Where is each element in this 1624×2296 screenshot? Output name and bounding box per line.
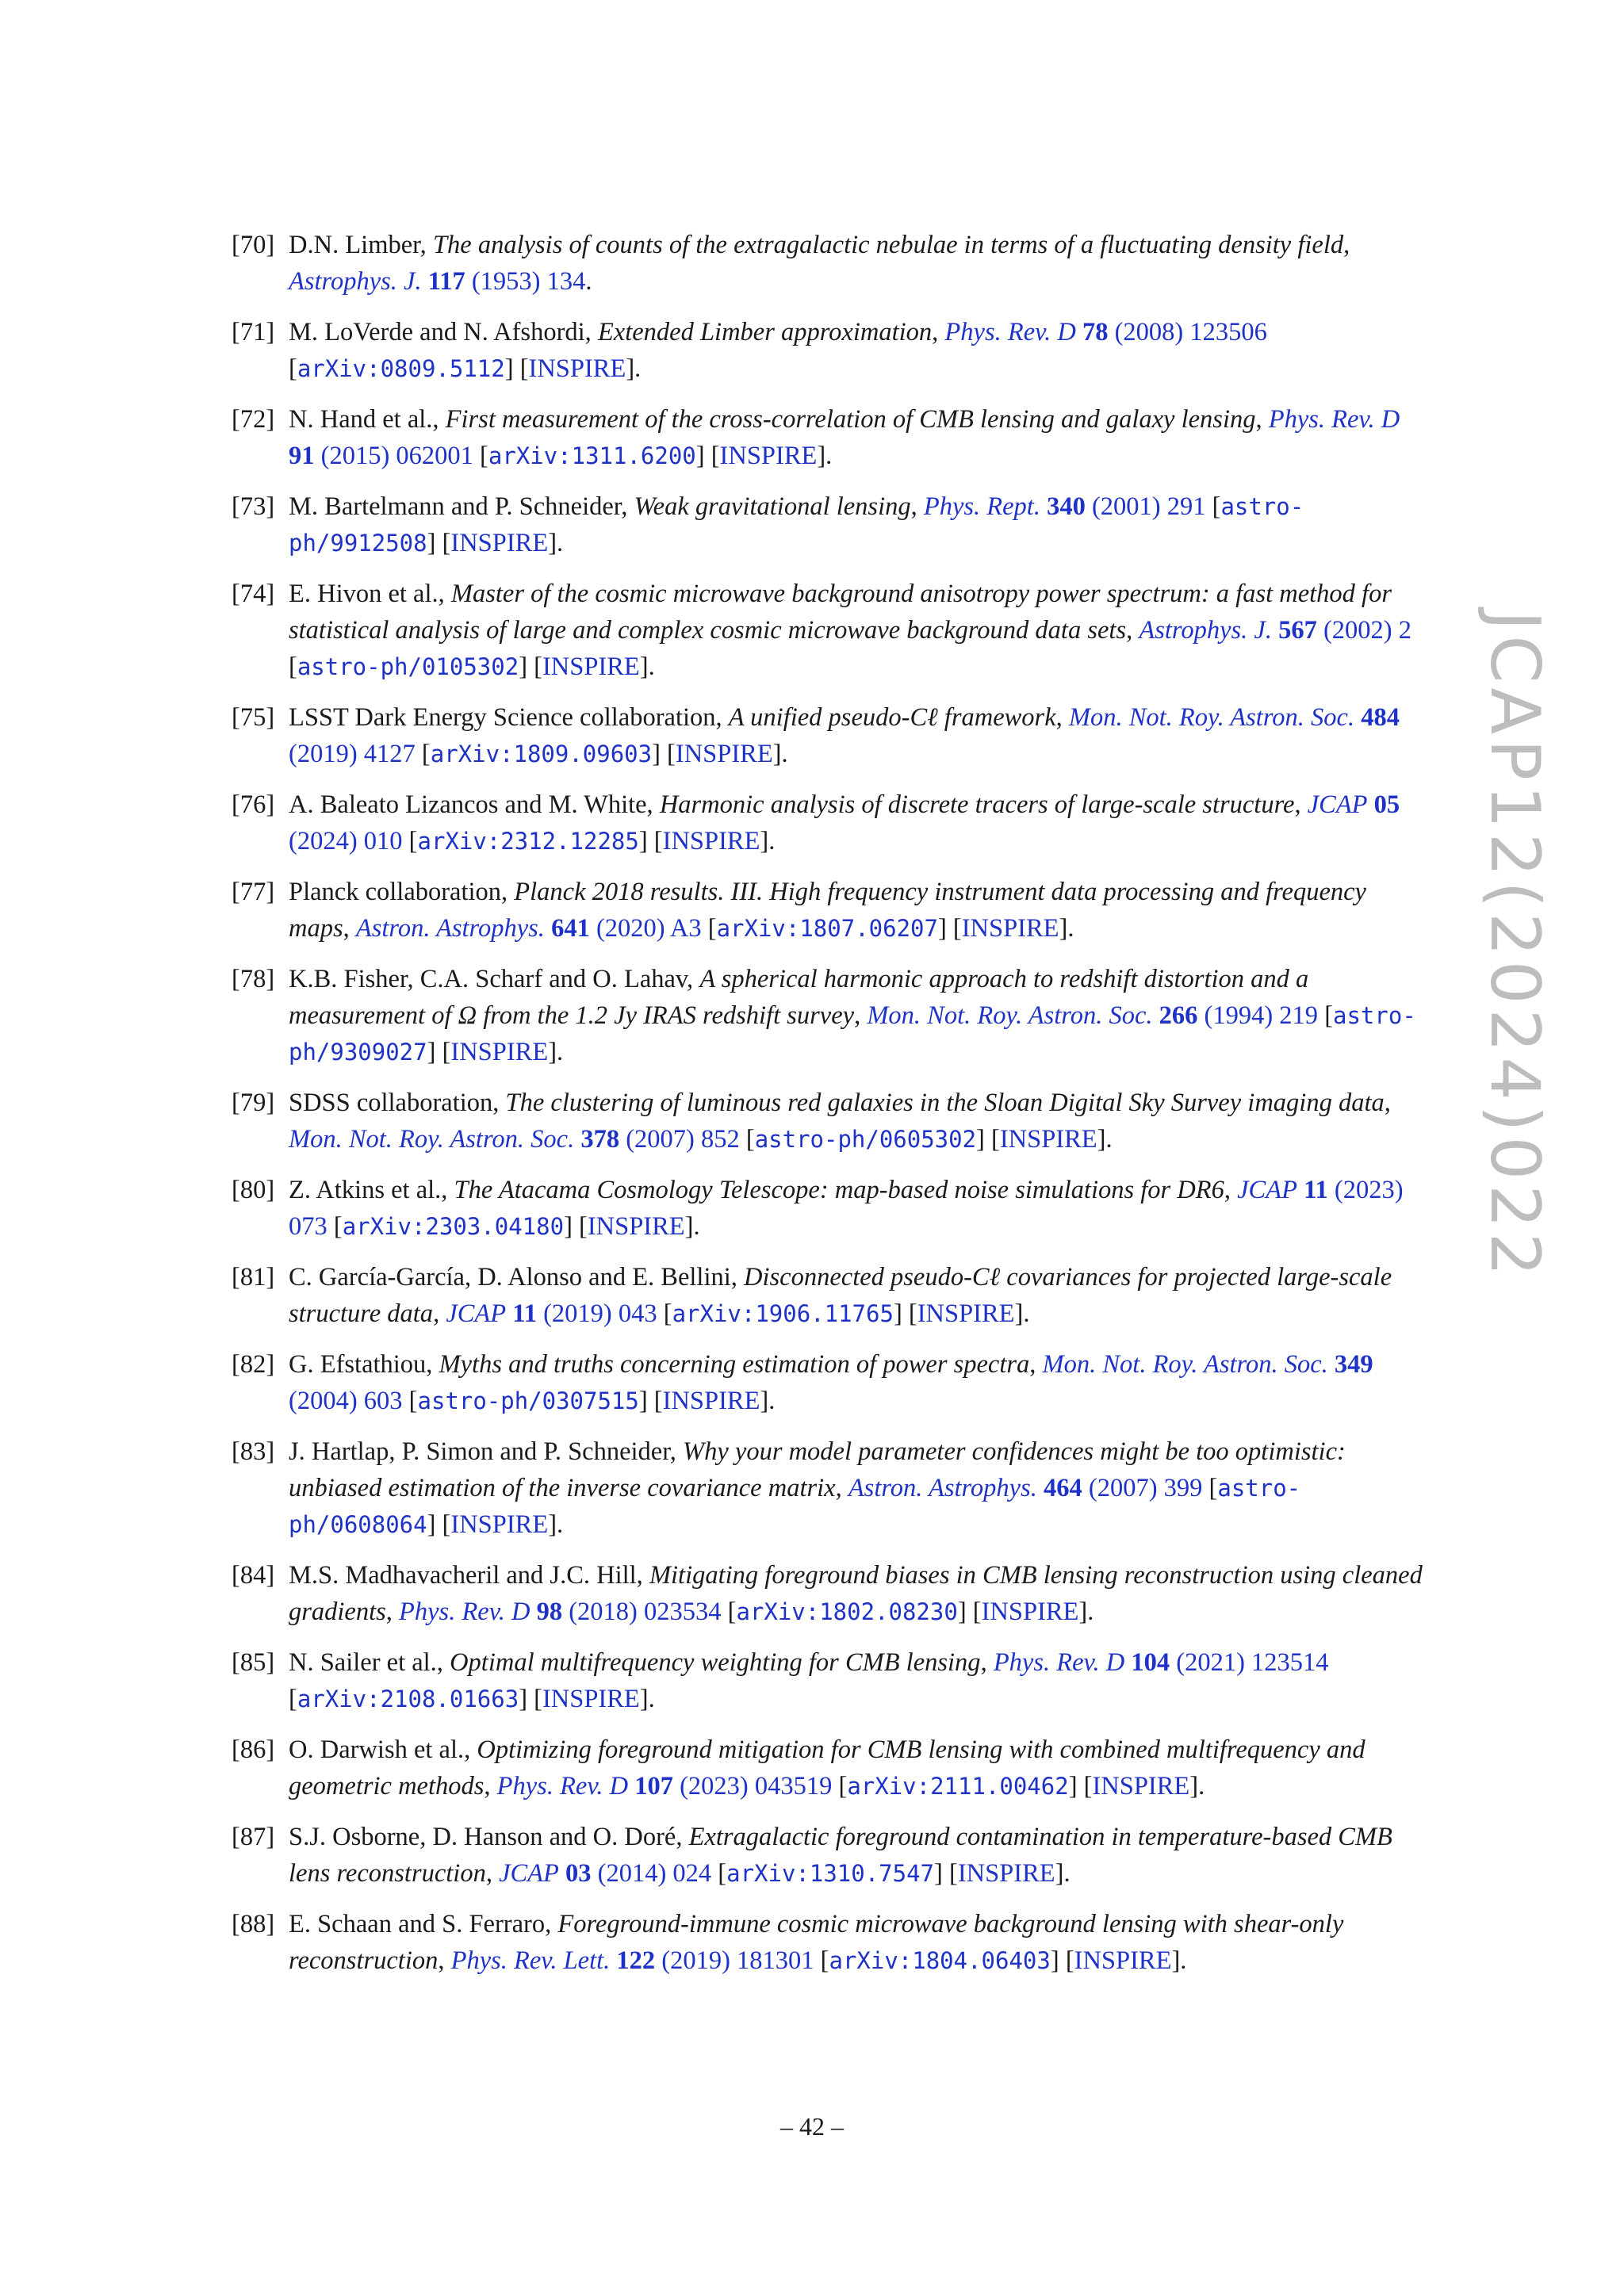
journal-details[interactable]: (2021) 123514 xyxy=(1176,1648,1329,1677)
reference-authors: N. Hand et al., xyxy=(289,405,446,434)
arxiv-link[interactable]: arXiv:1311.6200 xyxy=(488,442,696,469)
journal-name[interactable]: Astrophys. J. xyxy=(289,267,422,296)
reference-separator: , xyxy=(438,1946,451,1975)
reference-entry xyxy=(232,1259,1423,1332)
inspire-wrapper: [INSPIRE] xyxy=(966,1598,1088,1626)
reference-number: [73] xyxy=(232,492,275,521)
inspire-link[interactable]: INSPIRE xyxy=(961,914,1059,943)
reference-authors: D.N. Limber, xyxy=(289,231,433,259)
reference-entry xyxy=(232,401,1423,474)
arxiv-link[interactable]: arXiv:1802.08230 xyxy=(736,1598,958,1625)
reference-separator: , xyxy=(932,318,945,346)
inspire-link[interactable]: INSPIRE xyxy=(957,1859,1055,1888)
arxiv-link[interactable]: astro-ph/9912508 xyxy=(289,493,1304,557)
journal-details[interactable]: (2020) A3 xyxy=(596,914,702,943)
reference-end: . xyxy=(781,740,788,768)
arxiv-wrapper: [astro-ph/0608064] xyxy=(289,1474,1301,1539)
arxiv-link[interactable]: astro-ph/0105302 xyxy=(297,653,519,680)
journal-name[interactable]: Phys. Rev. D xyxy=(1268,405,1400,434)
reference-separator: , xyxy=(485,1859,500,1888)
journal-details[interactable]: (2008) 123506 xyxy=(1114,318,1267,346)
journal-name[interactable]: Phys. Rev. D xyxy=(944,318,1076,346)
reference-entry xyxy=(232,1906,1423,1979)
reference-entry xyxy=(232,1085,1423,1158)
arxiv-wrapper: [arXiv:1809.09603] xyxy=(415,740,661,768)
reference-entry xyxy=(232,576,1423,685)
journal-details[interactable]: (2018) 023534 xyxy=(569,1598,722,1626)
reference-separator: , xyxy=(1294,790,1308,819)
inspire-link[interactable]: INSPIRE xyxy=(917,1299,1015,1328)
journal-volume[interactable]: 104 xyxy=(1131,1648,1170,1677)
reference-authors: SDSS collaboration, xyxy=(289,1089,506,1117)
reference-title: Optimizing foreground mitigation for CMB lensing with combined multifrequency and geometric methods xyxy=(289,1735,1365,1800)
inspire-wrapper: [INSPIRE] xyxy=(527,1685,649,1713)
reference-entry xyxy=(232,786,1423,859)
reference-title: First measurement of the cross-correlation of CMB lensing and galaxy lensing xyxy=(445,405,1256,434)
journal-link[interactable] xyxy=(924,492,1206,521)
reference-title: Disconnected pseudo-Cℓ covariances for projected large-scale structure data xyxy=(289,1263,1392,1328)
reference-entry xyxy=(232,1346,1423,1419)
reference-end: . xyxy=(648,1685,655,1713)
reference-end: . xyxy=(557,1510,564,1539)
reference-authors: Planck collaboration, xyxy=(289,878,515,906)
arxiv-link[interactable]: arXiv:2312.12285 xyxy=(417,828,639,855)
arxiv-link[interactable]: arXiv:1804.06403 xyxy=(829,1947,1051,1974)
arxiv-wrapper: [arXiv:1311.6200] xyxy=(473,442,705,470)
reference-separator: , xyxy=(385,1598,400,1626)
inspire-link[interactable]: INSPIRE xyxy=(662,1387,760,1415)
reference-title: The Atacama Cosmology Telescope: map-based noise simulations for DR6 xyxy=(454,1176,1224,1204)
journal-name[interactable]: Astrophys. J. xyxy=(1139,616,1272,645)
journal-details[interactable]: (2019) 4127 xyxy=(289,740,416,768)
inspire-link[interactable]: INSPIRE xyxy=(1092,1772,1190,1800)
arxiv-wrapper: [arXiv:2312.12285] xyxy=(402,827,648,855)
inspire-link[interactable]: INSPIRE xyxy=(675,740,773,768)
inspire-link[interactable]: INSPIRE xyxy=(450,1510,549,1539)
journal-name[interactable]: Astron. Astrophys. xyxy=(355,914,545,943)
journal-details[interactable]: (2007) 852 xyxy=(626,1125,740,1154)
reference-number: [70] xyxy=(232,231,275,259)
journal-volume[interactable]: 266 xyxy=(1159,1001,1198,1030)
journal-details[interactable]: (2024) 010 xyxy=(289,827,403,855)
journal-volume[interactable]: 05 xyxy=(1373,790,1400,819)
journal-name[interactable]: JCAP xyxy=(1307,790,1368,819)
reference-separator: , xyxy=(854,1001,868,1030)
reference-end: . xyxy=(1063,1859,1071,1888)
inspire-link[interactable]: INSPIRE xyxy=(528,354,626,383)
reference-title: A unified pseudo-Cℓ framework xyxy=(728,703,1056,732)
inspire-link[interactable]: INSPIRE xyxy=(542,652,640,681)
arxiv-wrapper: [astro-ph/0307515] xyxy=(402,1387,648,1415)
reference-separator: , xyxy=(1055,703,1069,732)
arxiv-wrapper: [arXiv:2303.04180] xyxy=(327,1212,573,1241)
reference-end: . xyxy=(825,442,833,470)
reference-end: . xyxy=(585,267,592,296)
reference-number: [81] xyxy=(232,1263,275,1292)
reference-entry xyxy=(232,1433,1423,1543)
arxiv-wrapper: [astro-ph/0105302] xyxy=(289,652,528,681)
journal-link[interactable] xyxy=(289,1125,740,1154)
arxiv-wrapper: [arXiv:2108.01663] xyxy=(289,1685,528,1713)
reference-title: Myths and truths concerning estimation of power spectra xyxy=(439,1350,1030,1379)
journal-side-identifier: JCAP12(2024)022 xyxy=(1475,610,1554,1281)
reference-entry xyxy=(232,488,1423,561)
journal-link[interactable] xyxy=(356,914,702,943)
reference-number: [86] xyxy=(232,1735,275,1764)
reference-end: . xyxy=(634,354,642,383)
inspire-wrapper: [INSPIRE] xyxy=(572,1212,694,1241)
inspire-wrapper: [INSPIRE] xyxy=(1059,1946,1181,1975)
journal-details[interactable]: (2015) 062001 xyxy=(320,442,473,470)
reference-separator: , xyxy=(1126,616,1139,645)
journal-name[interactable]: Mon. Not. Roy. Astron. Soc. xyxy=(289,1125,575,1154)
reference-authors: E. Schaan and S. Ferraro, xyxy=(289,1910,558,1938)
reference-number: [75] xyxy=(232,703,275,732)
journal-link[interactable] xyxy=(994,1648,1329,1677)
reference-end: . xyxy=(1067,914,1074,943)
journal-name[interactable]: Phys. Rept. xyxy=(923,492,1040,521)
journal-details[interactable]: (2002) 2 xyxy=(1323,616,1411,645)
reference-title: Optimal multifrequency weighting for CMB lensing xyxy=(450,1648,981,1677)
journal-volume[interactable]: 378 xyxy=(580,1125,620,1154)
inspire-wrapper: [INSPIRE] xyxy=(704,442,826,470)
journal-link[interactable] xyxy=(451,1946,814,1975)
reference-number: [88] xyxy=(232,1910,275,1938)
journal-volume[interactable]: 340 xyxy=(1047,492,1086,521)
journal-volume[interactable]: 484 xyxy=(1361,703,1400,732)
reference-end: . xyxy=(1023,1299,1030,1328)
inspire-link[interactable]: INSPIRE xyxy=(662,827,760,855)
inspire-wrapper: [INSPIRE] xyxy=(435,529,557,557)
reference-authors: M. Bartelmann and P. Schneider, xyxy=(289,492,634,521)
reference-entry xyxy=(232,699,1423,772)
reference-end: . xyxy=(1105,1125,1113,1154)
journal-volume[interactable]: 349 xyxy=(1334,1350,1373,1379)
inspire-wrapper: [INSPIRE] xyxy=(942,1859,1064,1888)
reference-end: . xyxy=(648,652,655,681)
journal-name[interactable]: Phys. Rev. D xyxy=(399,1598,530,1626)
reference-separator: , xyxy=(980,1648,994,1677)
reference-title: A spherical harmonic approach to redshift distortion and a measurement of Ω from the 1.2 Jy IRAS redshift survey xyxy=(289,965,1309,1030)
journal-details[interactable]: (1994) 219 xyxy=(1204,1001,1319,1030)
journal-details[interactable]: (2019) 043 xyxy=(543,1299,657,1328)
reference-number: [78] xyxy=(232,965,275,993)
journal-name[interactable]: Phys. Rev. D xyxy=(496,1772,629,1800)
inspire-wrapper: [INSPIRE] xyxy=(902,1299,1024,1328)
journal-link[interactable] xyxy=(399,1598,721,1626)
inspire-wrapper: [INSPIRE] xyxy=(660,740,782,768)
reference-separator: , xyxy=(910,492,924,521)
journal-name[interactable]: Astron. Astrophys. xyxy=(848,1474,1037,1502)
reference-authors: N. Sailer et al., xyxy=(289,1648,450,1677)
journal-volume[interactable]: 03 xyxy=(565,1859,592,1888)
inspire-wrapper: [INSPIRE] xyxy=(946,914,1068,943)
reference-end: . xyxy=(768,827,776,855)
journal-link[interactable] xyxy=(497,1772,833,1800)
journal-link[interactable] xyxy=(446,1299,657,1328)
reference-list xyxy=(232,227,1423,1993)
inspire-link[interactable]: INSPIRE xyxy=(450,1038,549,1066)
arxiv-link[interactable]: arXiv:1807.06207 xyxy=(716,915,938,942)
reference-authors: S.J. Osborne, D. Hanson and O. Doré, xyxy=(289,1823,689,1851)
journal-details[interactable]: (1953) 134 xyxy=(471,267,586,296)
reference-end: . xyxy=(768,1387,776,1415)
inspire-link[interactable]: INSPIRE xyxy=(999,1125,1097,1154)
inspire-wrapper: [INSPIRE] xyxy=(984,1125,1106,1154)
arxiv-wrapper: [astro-ph/9912508] xyxy=(289,492,1304,557)
arxiv-link[interactable]: astro-ph/0307515 xyxy=(417,1387,639,1414)
journal-name[interactable]: Phys. Rev. D xyxy=(993,1648,1125,1677)
arxiv-wrapper: [arXiv:0809.5112] xyxy=(289,354,514,383)
arxiv-link[interactable]: astro-ph/9309027 xyxy=(289,1002,1416,1066)
journal-volume[interactable]: 107 xyxy=(634,1772,673,1800)
journal-name[interactable]: Phys. Rev. Lett. xyxy=(450,1946,611,1975)
arxiv-link[interactable]: arXiv:2303.04180 xyxy=(342,1213,565,1240)
reference-authors: M. LoVerde and N. Afshordi, xyxy=(289,318,598,346)
reference-separator: , xyxy=(433,1299,446,1328)
arxiv-wrapper: [arXiv:1804.06403] xyxy=(814,1946,1059,1975)
reference-title: Why your model parameter confidences might be too optimistic: unbiased estimation of the inverse covariance matrix xyxy=(289,1437,1346,1502)
inspire-link[interactable]: INSPIRE xyxy=(450,529,549,557)
reference-number: [76] xyxy=(232,790,275,819)
reference-number: [85] xyxy=(232,1648,275,1677)
journal-volume[interactable]: 91 xyxy=(289,442,315,470)
journal-volume[interactable]: 98 xyxy=(536,1598,563,1626)
reference-authors: Z. Atkins et al., xyxy=(289,1176,454,1204)
reference-end: . xyxy=(557,529,564,557)
arxiv-wrapper: [astro-ph/0605302] xyxy=(739,1125,985,1154)
page-number: – 42 – xyxy=(780,2112,844,2141)
reference-number: [77] xyxy=(232,878,275,906)
journal-details[interactable]: (2019) 181301 xyxy=(661,1946,814,1975)
journal-link[interactable] xyxy=(867,1001,1318,1030)
arxiv-link[interactable]: astro-ph/0608064 xyxy=(289,1475,1301,1538)
inspire-wrapper: [INSPIRE] xyxy=(527,652,649,681)
arxiv-link[interactable]: arXiv:2108.01663 xyxy=(297,1686,519,1712)
reference-title: Extragalactic foreground contamination in temperature-based CMB lens reconstruction xyxy=(289,1823,1392,1888)
reference-entry xyxy=(232,227,1423,300)
arxiv-link[interactable]: astro-ph/0605302 xyxy=(754,1126,977,1153)
arxiv-wrapper: [arXiv:2111.00462] xyxy=(832,1772,1078,1800)
journal-volume[interactable]: 567 xyxy=(1278,616,1317,645)
reference-title: Foreground-immune cosmic microwave background lensing with shear-only reconstruction xyxy=(289,1910,1344,1975)
inspire-wrapper: [INSPIRE] xyxy=(513,354,635,383)
reference-number: [87] xyxy=(232,1823,275,1851)
reference-authors: K.B. Fisher, C.A. Scharf and O. Lahav, xyxy=(289,965,700,993)
reference-separator: , xyxy=(343,914,356,943)
reference-title: The clustering of luminous red galaxies in the Sloan Digital Sky Survey imaging data xyxy=(505,1089,1385,1117)
reference-authors: E. Hivon et al., xyxy=(289,580,451,608)
reference-authors: G. Efstathiou, xyxy=(289,1350,439,1379)
journal-name[interactable]: Mon. Not. Roy. Astron. Soc. xyxy=(1042,1350,1328,1379)
journal-name[interactable]: JCAP xyxy=(499,1859,559,1888)
journal-name[interactable]: Mon. Not. Roy. Astron. Soc. xyxy=(867,1001,1153,1030)
reference-end: . xyxy=(1087,1598,1094,1626)
journal-link[interactable] xyxy=(848,1474,1203,1502)
reference-entry xyxy=(232,1172,1423,1245)
reference-entry xyxy=(232,961,1423,1070)
journal-name[interactable]: JCAP xyxy=(446,1299,507,1328)
reference-entry xyxy=(232,314,1423,387)
reference-separator: , xyxy=(1343,231,1350,259)
arxiv-wrapper: [arXiv:1906.11765] xyxy=(657,1299,902,1328)
arxiv-wrapper: [astro-ph/9309027] xyxy=(289,1001,1416,1066)
reference-end: . xyxy=(1198,1772,1205,1800)
reference-title: Weak gravitational lensing xyxy=(634,492,911,521)
reference-title: Master of the cosmic microwave background anisotropy power spectrum: a fast method for statistical analysis of large and complex cosmic microwave background data sets xyxy=(289,580,1392,645)
reference-separator: , xyxy=(484,1772,497,1800)
reference-separator: , xyxy=(1029,1350,1043,1379)
arxiv-link[interactable]: arXiv:2111.00462 xyxy=(847,1773,1069,1800)
inspire-wrapper: [INSPIRE] xyxy=(435,1510,557,1539)
reference-authors: C. García-García, D. Alonso and E. Bellini, xyxy=(289,1263,745,1292)
arxiv-wrapper: [arXiv:1310.7547] xyxy=(711,1859,943,1888)
journal-details[interactable]: (2004) 603 xyxy=(289,1387,403,1415)
reference-number: [83] xyxy=(232,1437,275,1466)
reference-number: [80] xyxy=(232,1176,275,1204)
reference-entry xyxy=(232,1557,1423,1630)
reference-authors: LSST Dark Energy Science collaboration, xyxy=(289,703,729,732)
reference-entry xyxy=(232,1819,1423,1892)
reference-number: [82] xyxy=(232,1350,275,1379)
arxiv-link[interactable]: arXiv:1310.7547 xyxy=(726,1860,935,1887)
inspire-link[interactable]: INSPIRE xyxy=(1074,1946,1172,1975)
journal-link[interactable] xyxy=(944,318,1266,346)
reference-end: . xyxy=(693,1212,700,1241)
reference-authors: O. Darwish et al., xyxy=(289,1735,477,1764)
reference-number: [71] xyxy=(232,318,275,346)
reference-separator: , xyxy=(835,1474,848,1502)
reference-separator: , xyxy=(1384,1089,1391,1117)
reference-title: Extended Limber approximation xyxy=(597,318,933,346)
inspire-wrapper: [INSPIRE] xyxy=(647,827,769,855)
journal-link[interactable] xyxy=(1139,616,1411,645)
reference-separator: , xyxy=(1255,405,1269,434)
inspire-wrapper: [INSPIRE] xyxy=(647,1387,769,1415)
journal-name[interactable]: JCAP xyxy=(1237,1176,1297,1204)
arxiv-link[interactable]: arXiv:1809.09603 xyxy=(430,740,653,767)
reference-entry xyxy=(232,1732,1423,1804)
journal-volume[interactable]: 78 xyxy=(1082,318,1109,346)
journal-volume[interactable]: 117 xyxy=(427,267,465,296)
reference-separator: , xyxy=(1224,1176,1238,1204)
reference-title: Planck 2018 results. III. High frequency instrument data processing and frequency maps xyxy=(289,878,1366,943)
journal-volume[interactable]: 11 xyxy=(512,1299,537,1328)
journal-name[interactable]: Mon. Not. Roy. Astron. Soc. xyxy=(1068,703,1355,732)
reference-number: [79] xyxy=(232,1089,275,1117)
inspire-link[interactable]: INSPIRE xyxy=(587,1212,685,1241)
reference-number: [84] xyxy=(232,1561,275,1590)
journal-link[interactable] xyxy=(499,1859,711,1888)
journal-link[interactable] xyxy=(289,267,585,296)
arxiv-wrapper: [arXiv:1807.06207] xyxy=(701,914,947,943)
reference-entry xyxy=(232,1644,1423,1717)
journal-details[interactable]: (2014) 024 xyxy=(597,1859,712,1888)
journal-details[interactable]: (2023) 043519 xyxy=(680,1772,833,1800)
journal-volume[interactable]: 11 xyxy=(1304,1176,1328,1204)
reference-number: [74] xyxy=(232,580,275,608)
inspire-link[interactable]: INSPIRE xyxy=(981,1598,1079,1626)
inspire-link[interactable]: INSPIRE xyxy=(719,442,818,470)
journal-details[interactable]: (2007) 399 xyxy=(1088,1474,1203,1502)
reference-entry xyxy=(232,874,1423,947)
arxiv-link[interactable]: arXiv:0809.5112 xyxy=(297,355,505,382)
arxiv-link[interactable]: arXiv:1906.11765 xyxy=(672,1300,894,1327)
reference-authors: M.S. Madhavacheril and J.C. Hill, xyxy=(289,1561,649,1590)
reference-authors: J. Hartlap, P. Simon and P. Schneider, xyxy=(289,1437,684,1466)
inspire-link[interactable]: INSPIRE xyxy=(542,1685,640,1713)
journal-volume[interactable]: 641 xyxy=(551,914,590,943)
inspire-wrapper: [INSPIRE] xyxy=(435,1038,557,1066)
journal-volume[interactable]: 122 xyxy=(616,1946,656,1975)
reference-authors: A. Baleato Lizancos and M. White, xyxy=(289,790,660,819)
reference-number: [72] xyxy=(232,405,275,434)
reference-title: The analysis of counts of the extragalactic nebulae in terms of a fluctuating density field xyxy=(432,231,1344,259)
journal-details[interactable]: (2001) 291 xyxy=(1091,492,1206,521)
reference-title: Harmonic analysis of discrete tracers of large-scale structure xyxy=(659,790,1295,819)
arxiv-wrapper: [arXiv:1802.08230] xyxy=(721,1598,967,1626)
journal-details[interactable]: (2023) 073 xyxy=(289,1176,1404,1241)
reference-end: . xyxy=(557,1038,564,1066)
reference-end: . xyxy=(1180,1946,1187,1975)
journal-volume[interactable]: 464 xyxy=(1044,1474,1082,1502)
reference-title: Mitigating foreground biases in CMB lensing reconstruction using cleaned gradients xyxy=(289,1561,1423,1626)
inspire-wrapper: [INSPIRE] xyxy=(1077,1772,1199,1800)
